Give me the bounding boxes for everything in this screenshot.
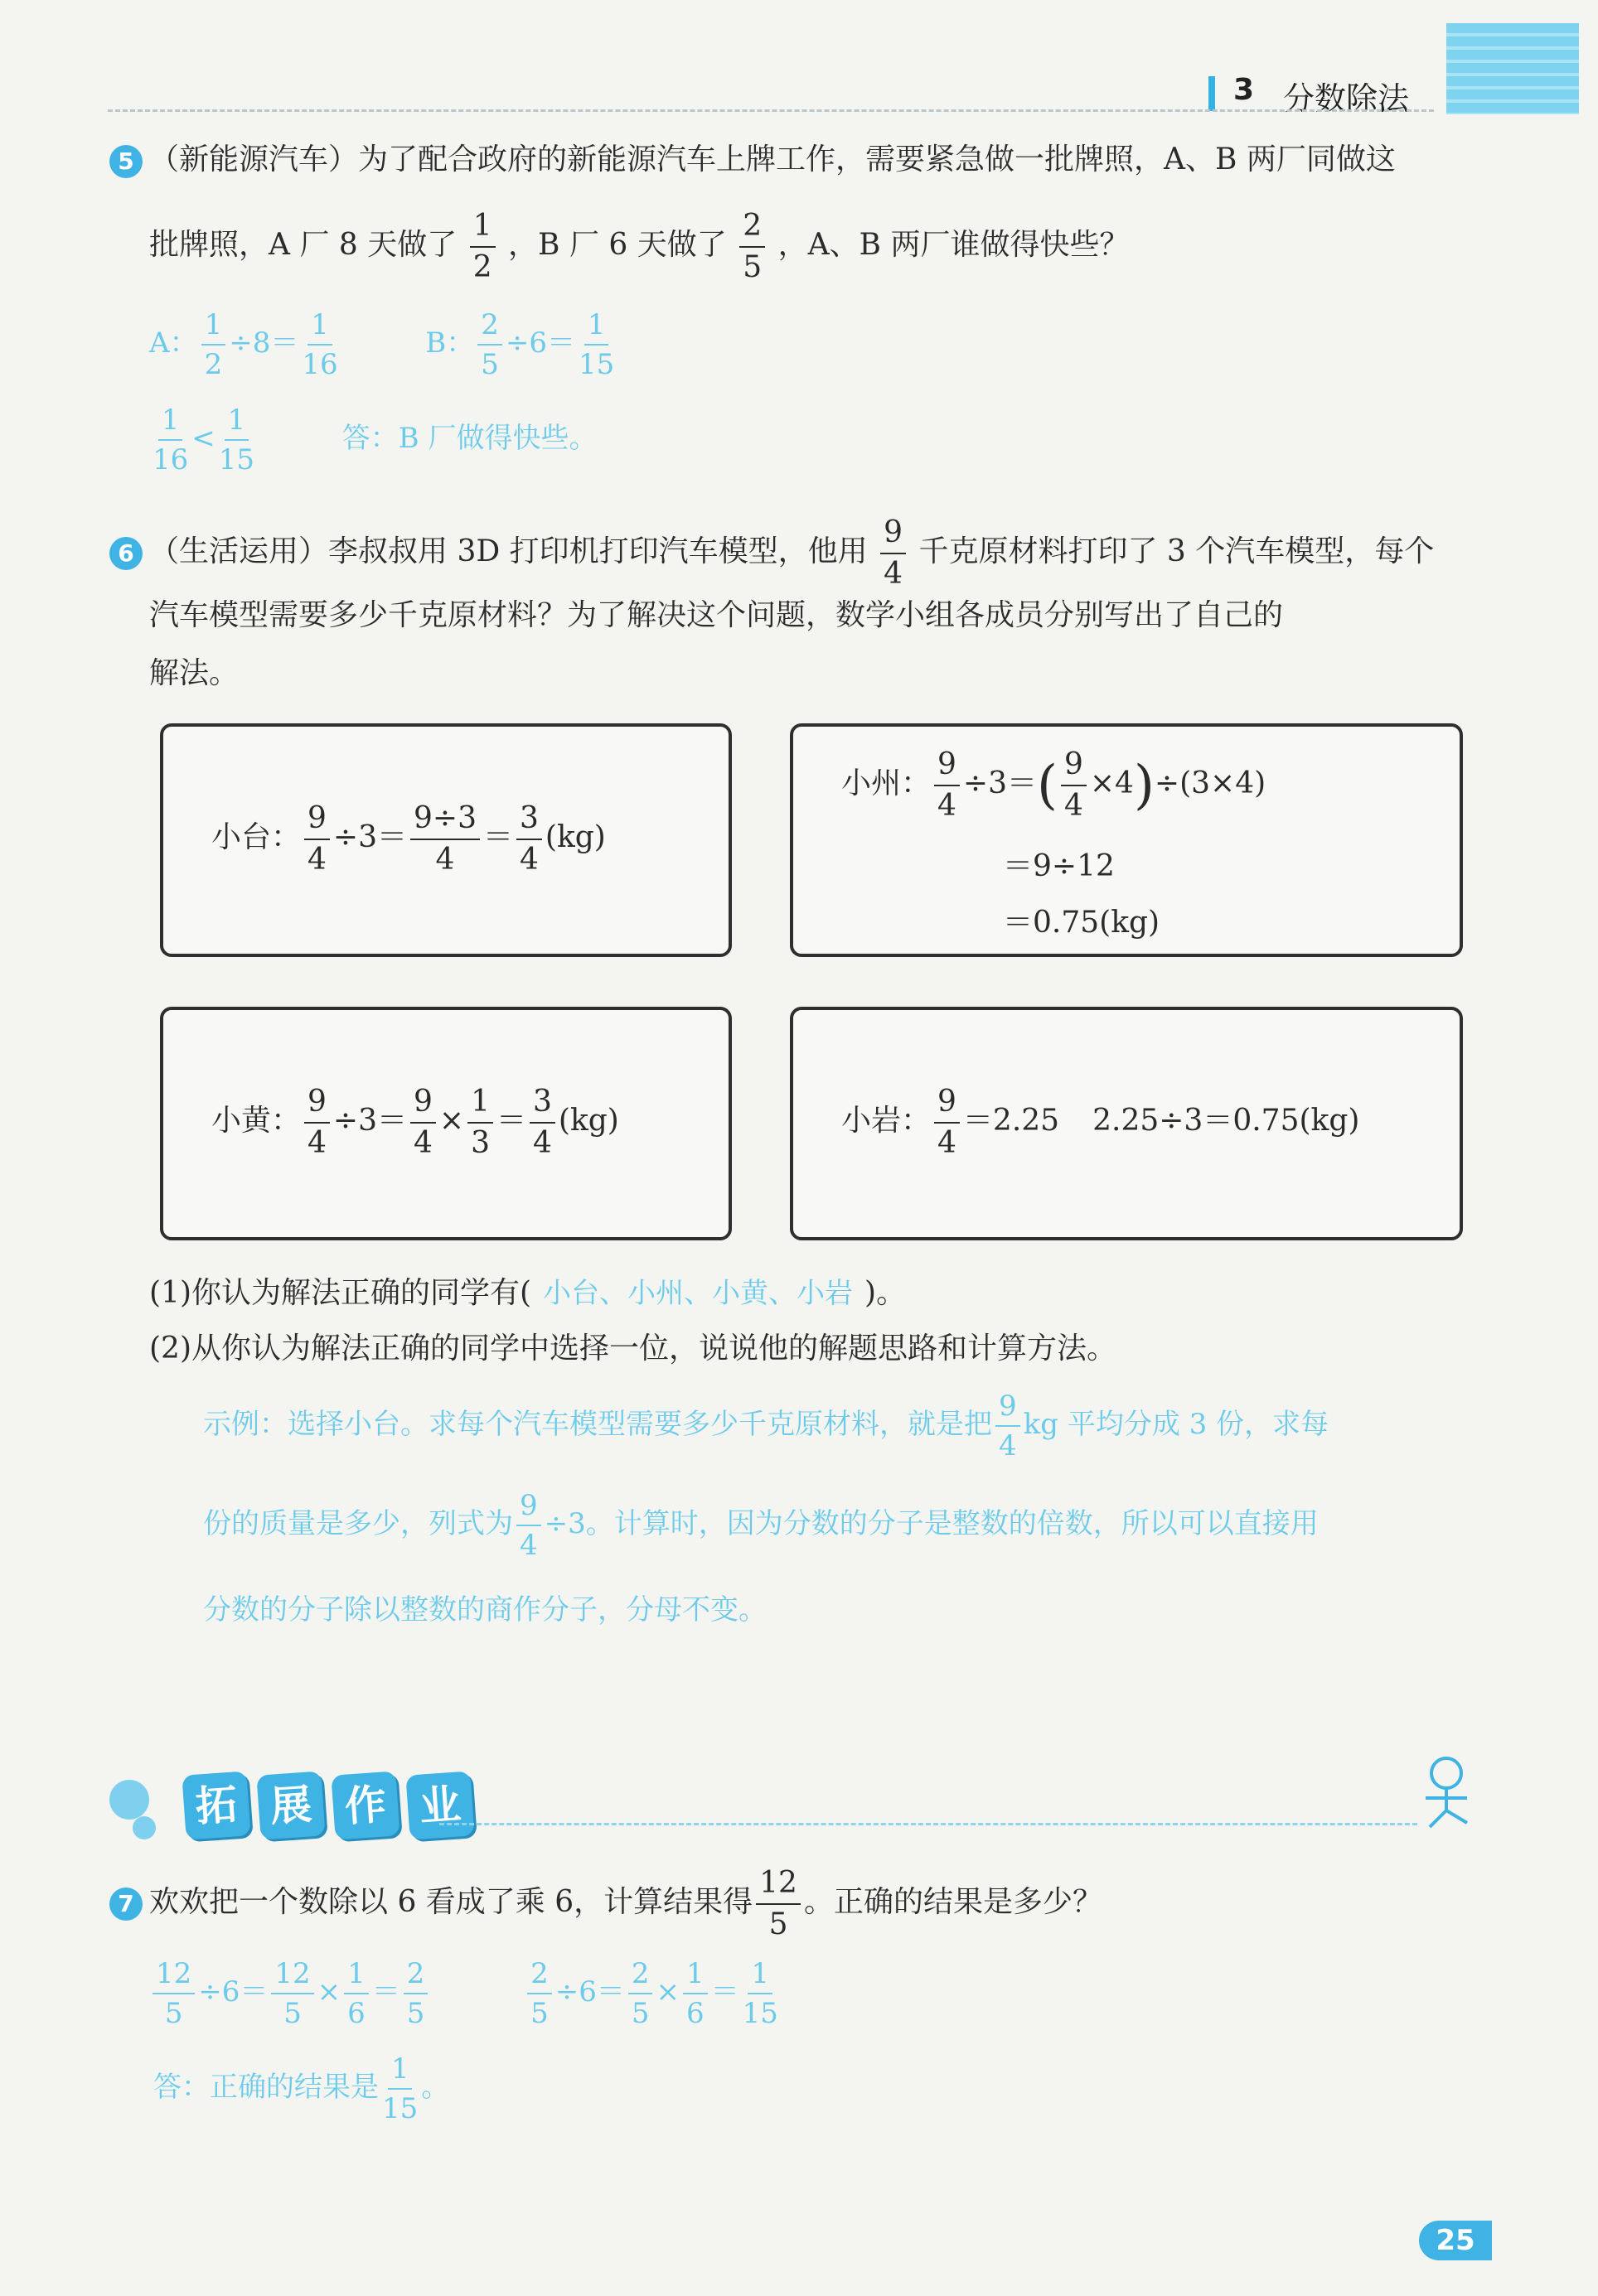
q5-conclusion: 答：B 厂做得快些。 [341, 422, 598, 455]
fraction: $\frac{1}{15}$ [578, 308, 615, 381]
banner-dot-small [133, 1816, 156, 1839]
page-number: 25 [1419, 2221, 1492, 2260]
fraction: $\frac{1}{16}$ [153, 404, 189, 476]
fraction: $\frac{9}{4}$ [880, 518, 906, 589]
q6-number-badge: 6 [109, 537, 143, 570]
solution-xiaozhou-line1: 小州： $\frac{9}{4}$ ÷3＝( $\frac{9}{4}$ ×4)÷(3×4) [841, 747, 1266, 823]
fraction: $\frac{1}{6}$ [344, 1960, 369, 2028]
fraction: $\frac{1}{2}$ [470, 211, 496, 283]
solution-xiaozhou-line2: ＝9÷12 [1003, 849, 1115, 883]
fraction: $\frac{9}{4}$ [934, 750, 960, 821]
banner-divider [439, 1823, 1417, 1825]
chapter-number: 3 [1233, 73, 1255, 107]
q6-sub1: (1)你认为解法正确的同学有( 小台、小州、小黄、小岩 )。 [149, 1276, 907, 1310]
q5-answer-line1: A： $\frac{1}{2}$ ÷8＝ $\frac{1}{16}$ B： $\frac{2}{5}$ ÷6＝ $\frac{1}{15}$ [149, 308, 615, 381]
fraction: $\frac{2}{5}$ [628, 1960, 653, 2028]
banner-char: 业 [405, 1771, 474, 1839]
fraction: $\frac{9}{4}$ [304, 804, 330, 875]
q7-number-badge: 7 [109, 1888, 143, 1921]
solution-xiaoyan: 小岩： $\frac{9}{4}$ ＝2.25 2.25÷3＝0.75(kg) [841, 1085, 1360, 1160]
chapter-marker [1208, 76, 1215, 111]
q6-line1: 6 （生活运用）李叔叔用 3D 打印机打印汽车模型，他用 $\frac{9}{4}$ 千克原材料打印了 3 个汽车模型，每个 [109, 518, 1434, 589]
banner-dot-large [109, 1780, 149, 1820]
q6-line2: 汽车模型需要多少千克原材料？为了解决这个问题，数学小组各成员分别写出了自己的 [149, 598, 1284, 632]
fraction: $\frac{9}{4}$ [1061, 750, 1087, 821]
section-banner-extended-homework [184, 1773, 482, 1838]
fraction: $\frac{9}{4}$ [304, 1087, 330, 1158]
fraction: $\frac{9}{4}$ [516, 1491, 541, 1559]
fraction: $\frac{1}{3}$ [467, 1087, 493, 1158]
q6-sub1-answer: 小台、小州、小黄、小岩 [543, 1277, 854, 1310]
fraction: $\frac{2}{5}$ [404, 1960, 429, 2028]
fraction: $\frac{1}{6}$ [683, 1960, 708, 2028]
q6-line3: 解法。 [149, 656, 240, 690]
fraction: $\frac{12}{5}$ [271, 1960, 313, 2028]
q6-tag: （生活运用） [149, 534, 329, 568]
fraction: $\frac{1}{15}$ [218, 404, 255, 476]
fraction: $\frac{12}{5}$ [756, 1868, 801, 1940]
fraction: $\frac{2}{5}$ [477, 311, 502, 379]
header-divider [108, 109, 1434, 112]
q7-line: 7 欢欢把一个数除以 6 看成了乘 6，计算结果得 $\frac{12}{5}$ 。正确的结果是多少？ [109, 1868, 1102, 1940]
q5-tag: （新能源汽车） [149, 143, 359, 176]
q6-sub2: (2)从你认为解法正确的同学中选择一位，说说他的解题思路和计算方法。 [149, 1332, 1116, 1366]
fraction: $\frac{12}{5}$ [153, 1960, 195, 2028]
q5-line1: 5 （新能源汽车）为了配合政府的新能源汽车上牌工作，需要紧急做一批牌照，A、B 两厂同做这 [109, 141, 1396, 179]
q7-conclusion: 答：正确的结果是 $\frac{1}{15}$ 。 [153, 2052, 450, 2125]
fraction: $\frac{9}{4}$ [934, 1087, 960, 1158]
q5-answer-line2: $\frac{1}{16}$ < $\frac{1}{15}$ 答：B 厂做得快些。 [153, 404, 598, 476]
fraction: $\frac{9}{4}$ [410, 1087, 436, 1158]
q5-line2: 批牌照，A 厂 8 天做了 $\frac{1}{2}$ ，B 厂 6 天做了 $\frac{2}{5}$ ，A、B 两厂谁做得快些？ [149, 209, 1130, 284]
header-decor-tab [1446, 23, 1579, 114]
banner-char: 作 [331, 1771, 400, 1839]
fraction: $\frac{1}{16}$ [302, 308, 338, 381]
fraction: $\frac{1}{15}$ [742, 1957, 778, 2030]
fraction: $\frac{1}{15}$ [382, 2052, 419, 2125]
solution-xiaotai: 小台： $\frac{9}{4}$ ÷3＝ $\frac{9\div 3}{4}$ ＝ $\frac{3}{4}$ (kg) [211, 801, 606, 877]
banner-char: 展 [256, 1771, 325, 1839]
stick-figure-icon [1409, 1748, 1492, 1831]
solution-xiaozhou-line3: ＝0.75(kg) [1003, 906, 1160, 940]
fraction: $\frac{9}{4}$ [995, 1392, 1020, 1460]
q5-number-badge: 5 [109, 145, 143, 178]
fraction: $\frac{1}{2}$ [201, 311, 226, 379]
fraction: $\frac{3}{4}$ [516, 804, 542, 875]
q6-answer-line2: 份的质量是多少，列式为 $\frac{9}{4}$ ÷3。计算时，因为分数的分子是整数的倍数，所以可以直接用 [203, 1489, 1319, 1562]
fraction: $\frac{2}{5}$ [739, 211, 765, 283]
fraction: $\frac{3}{4}$ [530, 1087, 555, 1158]
fraction: $\frac{2}{5}$ [527, 1960, 552, 2028]
fraction: $\frac{9\div 3}{4}$ [410, 804, 480, 875]
banner-char: 拓 [182, 1771, 250, 1839]
q7-answer-line1: $\frac{12}{5}$ ÷6＝ $\frac{12}{5}$ × $\frac{1}{6}$ ＝ $\frac{2}{5}$ $\frac{2}{5}$ ÷6＝ $\frac{2}{5}$ × $\frac{1}{6}$ ＝ $\frac{1}{15}$ [149, 1960, 782, 2028]
solution-xiaohuang: 小黄： $\frac{9}{4}$ ÷3＝ $\frac{9}{4}$ × $\frac{1}{3}$ ＝ $\frac{3}{4}$ (kg) [211, 1085, 619, 1160]
q6-answer-line3: 分数的分子除以整数的商作分子，分母不变。 [203, 1593, 767, 1627]
chapter-title: 分数除法 [1283, 80, 1410, 117]
q6-answer-line1: 示例：选择小台。求每个汽车模型需要多少千克原材料，就是把 $\frac{9}{4}$ kg 平均分成 3 份，求每 [203, 1390, 1329, 1462]
